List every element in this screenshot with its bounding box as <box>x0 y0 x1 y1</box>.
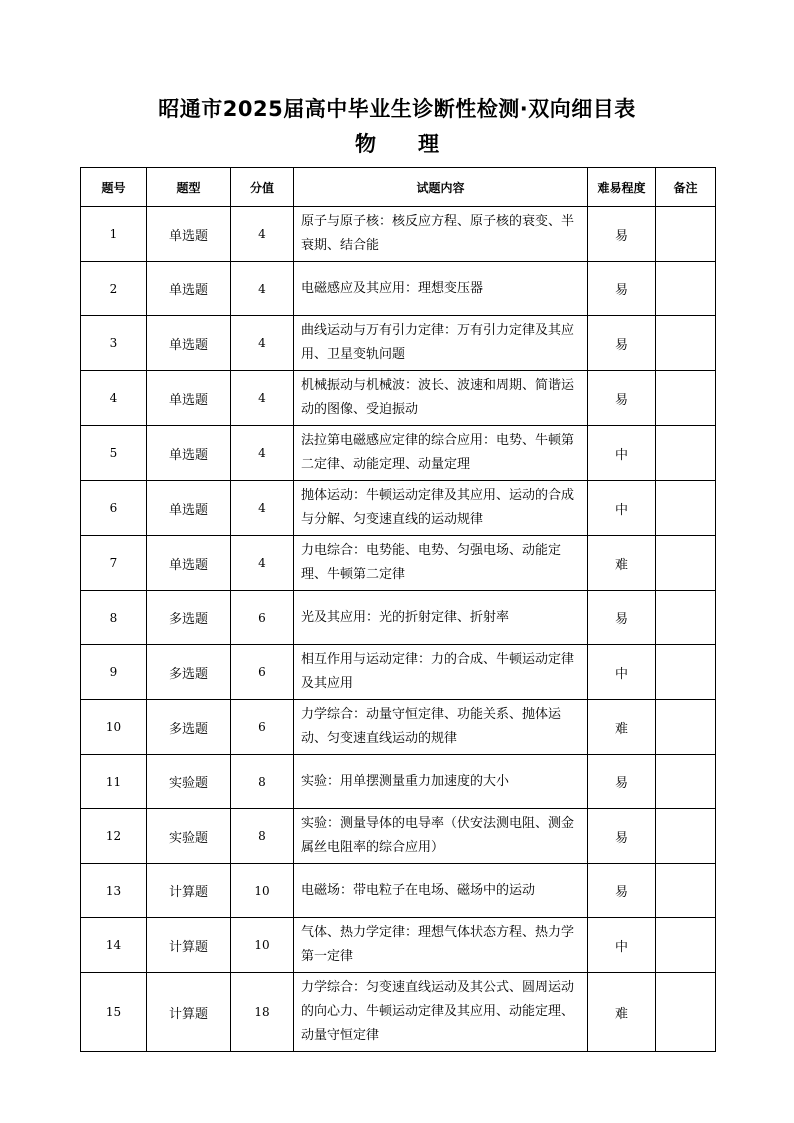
question-note <box>656 207 716 262</box>
question-score: 6 <box>231 591 294 645</box>
question-note <box>656 536 716 591</box>
question-type: 计算题 <box>147 918 231 973</box>
question-note <box>656 864 716 918</box>
question-note <box>656 426 716 481</box>
question-difficulty: 易 <box>588 591 656 645</box>
document-title: 昭通市2025届高中毕业生诊断性检测·双向细目表 <box>158 97 636 121</box>
header-difficulty: 难易程度 <box>588 168 656 207</box>
question-score: 4 <box>231 426 294 481</box>
table-row <box>81 918 716 973</box>
question-type: 实验题 <box>147 755 231 809</box>
question-content: 光及其应用：光的折射定律、折射率 <box>294 591 588 645</box>
header-number: 题号 <box>81 168 147 207</box>
question-type: 实验题 <box>147 809 231 864</box>
question-score: 4 <box>231 536 294 591</box>
question-content: 力学综合：动量守恒定律、功能关系、抛体运动、匀变速直线运动的规律 <box>294 700 588 755</box>
question-note <box>656 316 716 371</box>
table-row <box>81 536 716 591</box>
question-number: 5 <box>81 426 147 481</box>
question-number: 1 <box>81 207 147 262</box>
table-row <box>81 481 716 536</box>
question-type: 单选题 <box>147 207 231 262</box>
question-type: 多选题 <box>147 591 231 645</box>
table-row <box>81 426 716 481</box>
question-content: 曲线运动与万有引力定律：万有引力定律及其应用、卫星变轨问题 <box>294 316 588 371</box>
table-row <box>81 371 716 426</box>
header-row <box>81 168 716 207</box>
question-note <box>656 371 716 426</box>
question-difficulty: 易 <box>588 316 656 371</box>
question-score: 4 <box>231 316 294 371</box>
question-difficulty: 难 <box>588 536 656 591</box>
question-difficulty: 中 <box>588 645 656 700</box>
question-difficulty: 易 <box>588 262 656 316</box>
question-note <box>656 700 716 755</box>
question-number: 7 <box>81 536 147 591</box>
question-content: 力电综合：电势能、电势、匀强电场、动能定理、牛顿第二定律 <box>294 536 588 591</box>
question-number: 2 <box>81 262 147 316</box>
question-note <box>656 809 716 864</box>
question-content: 电磁场：带电粒子在电场、磁场中的运动 <box>294 864 588 918</box>
question-note <box>656 973 716 1052</box>
question-note <box>656 918 716 973</box>
question-type: 计算题 <box>147 864 231 918</box>
question-number: 9 <box>81 645 147 700</box>
question-number: 15 <box>81 973 147 1052</box>
question-difficulty: 易 <box>588 755 656 809</box>
table-row <box>81 591 716 645</box>
question-difficulty: 中 <box>588 918 656 973</box>
subject-title: 物 理 <box>355 132 439 156</box>
question-number: 11 <box>81 755 147 809</box>
question-content: 电磁感应及其应用：理想变压器 <box>294 262 588 316</box>
question-difficulty: 易 <box>588 809 656 864</box>
question-difficulty: 中 <box>588 481 656 536</box>
question-type: 计算题 <box>147 973 231 1052</box>
question-content: 抛体运动：牛顿运动定律及其应用、运动的合成与分解、匀变速直线的运动规律 <box>294 481 588 536</box>
question-type: 多选题 <box>147 645 231 700</box>
question-type: 多选题 <box>147 700 231 755</box>
question-content: 力学综合：匀变速直线运动及其公式、圆周运动的向心力、牛顿运动定律及其应用、动能定理、动量守恒定律 <box>294 973 588 1052</box>
question-score: 8 <box>231 755 294 809</box>
question-score: 4 <box>231 207 294 262</box>
table-row <box>81 864 716 918</box>
question-number: 3 <box>81 316 147 371</box>
question-score: 18 <box>231 973 294 1052</box>
question-type: 单选题 <box>147 536 231 591</box>
question-note <box>656 481 716 536</box>
question-note <box>656 591 716 645</box>
question-difficulty: 中 <box>588 426 656 481</box>
question-type: 单选题 <box>147 426 231 481</box>
question-number: 14 <box>81 918 147 973</box>
question-note <box>656 262 716 316</box>
question-difficulty: 易 <box>588 371 656 426</box>
question-content: 实验：测量导体的电导率（伏安法测电阻、测金属丝电阻率的综合应用） <box>294 809 588 864</box>
question-note <box>656 755 716 809</box>
question-type: 单选题 <box>147 481 231 536</box>
header-note: 备注 <box>656 168 716 207</box>
question-content: 原子与原子核：核反应方程、原子核的衰变、半衰期、结合能 <box>294 207 588 262</box>
question-number: 12 <box>81 809 147 864</box>
table-row <box>81 262 716 316</box>
table-row <box>81 700 716 755</box>
question-number: 4 <box>81 371 147 426</box>
question-type: 单选题 <box>147 371 231 426</box>
question-content: 法拉第电磁感应定律的综合应用：电势、牛顿第二定律、动能定理、动量定理 <box>294 426 588 481</box>
table-row <box>81 645 716 700</box>
question-number: 6 <box>81 481 147 536</box>
question-content: 气体、热力学定律：理想气体状态方程、热力学第一定律 <box>294 918 588 973</box>
question-score: 4 <box>231 371 294 426</box>
question-number: 10 <box>81 700 147 755</box>
question-difficulty: 易 <box>588 207 656 262</box>
table-row <box>81 973 716 1052</box>
question-score: 10 <box>231 918 294 973</box>
header-type: 题型 <box>147 168 231 207</box>
question-content: 相互作用与运动定律：力的合成、牛顿运动定律及其应用 <box>294 645 588 700</box>
table-row <box>81 207 716 262</box>
table-row <box>81 809 716 864</box>
header-content: 试题内容 <box>294 168 588 207</box>
question-score: 6 <box>231 645 294 700</box>
question-score: 4 <box>231 262 294 316</box>
table-row <box>81 755 716 809</box>
table-row <box>81 316 716 371</box>
question-content: 实验：用单摆测量重力加速度的大小 <box>294 755 588 809</box>
question-difficulty: 难 <box>588 700 656 755</box>
question-score: 10 <box>231 864 294 918</box>
question-score: 4 <box>231 481 294 536</box>
question-type: 单选题 <box>147 262 231 316</box>
specification-table <box>80 167 716 1052</box>
question-difficulty: 易 <box>588 864 656 918</box>
question-type: 单选题 <box>147 316 231 371</box>
question-score: 8 <box>231 809 294 864</box>
question-number: 13 <box>81 864 147 918</box>
question-score: 6 <box>231 700 294 755</box>
header-score: 分值 <box>231 168 294 207</box>
question-difficulty: 难 <box>588 973 656 1052</box>
question-note <box>656 645 716 700</box>
question-content: 机械振动与机械波：波长、波速和周期、简谐运动的图像、受迫振动 <box>294 371 588 426</box>
question-number: 8 <box>81 591 147 645</box>
